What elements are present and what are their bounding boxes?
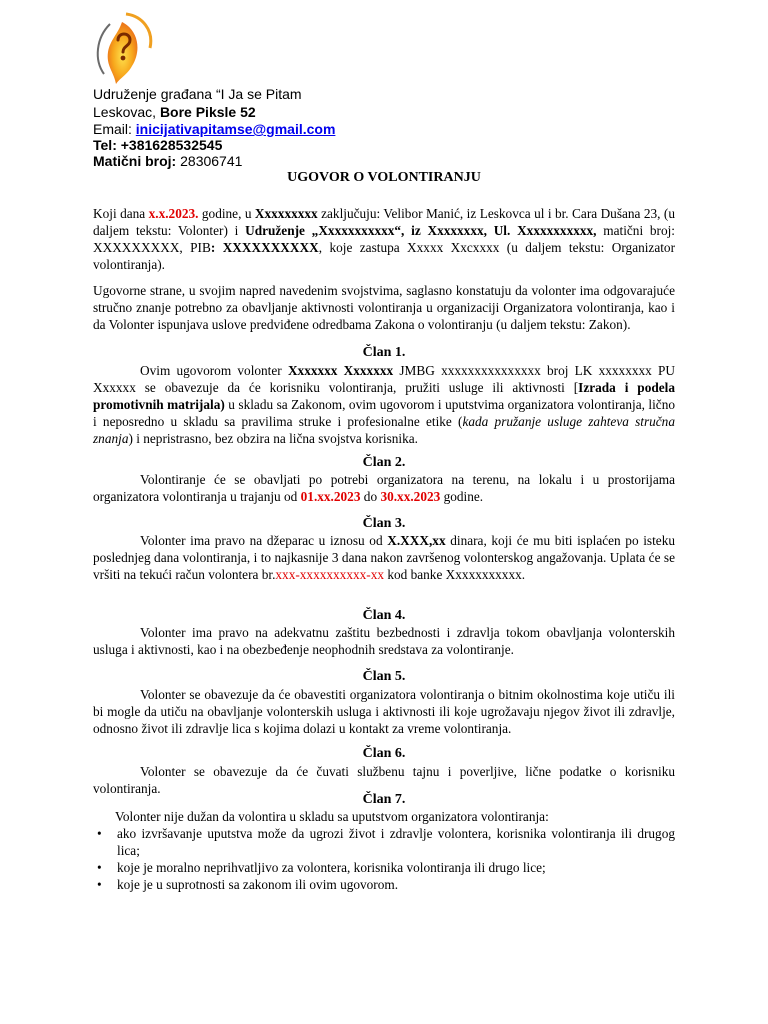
- article-4-heading: Član 4.: [362, 608, 406, 623]
- organization-logo-icon: [92, 12, 158, 88]
- article-7-heading: Član 7.: [362, 792, 406, 807]
- volunteer-name: Xxxxxxx Xxxxxxx: [287, 363, 394, 378]
- pib-value: : XXXXXXXXXX: [210, 240, 319, 255]
- phone-text: Tel: +381628532545: [93, 137, 223, 153]
- article-1-heading: Član 1.: [362, 345, 406, 360]
- article-6-text: Volonter se obavezuje da će čuvati službenu tajnu i poverljive, lične podatke o korisniku volontiranja.: [93, 764, 675, 796]
- article-2-text: Volontiranje će se obavljati po potrebi organizatora na terenu, na lokalu i u prostorijama organizatora volontiranja u trajanju od 01.xx.2023 do 30.xx.2023 godine.: [93, 472, 675, 504]
- email-link[interactable]: inicijativapitamse@gmail.com: [135, 121, 336, 137]
- article-5-heading: Član 5.: [362, 669, 406, 684]
- contract-date: x.x.2023.: [148, 206, 199, 221]
- activity-description: Izrada i podela promotivnih matrijala): [93, 380, 675, 412]
- article-4-text: Volonter ima pravo na adekvatnu zaštitu bezbednosti i zdravlja tokom obavljanja volonterskih usluga i aktivnosti, kao i na obezbeđenje neophodnih sredstava za volontiranje.: [93, 625, 675, 657]
- article-6-heading: Član 6.: [362, 746, 406, 761]
- article-5-text: Volonter se obavezuje da će obavestiti organizatora volontiranja o bitnim okolnostima koje utiču ili bi mogle da utiču na obavljanje volonterskih usluga i aktivnosti ili koje ugrožavaju njegov život ili zdravlje, odnosno život ili zdravlje lica s kojima dolazi u kontakt za vreme volontiranja.: [93, 687, 675, 736]
- end-date: 30.xx.2023: [380, 489, 441, 504]
- org-registration-number: [93, 153, 242, 170]
- bank-account: xxx-xxxxxxxxxx-xx: [275, 567, 384, 582]
- article-3-text: Volonter ima pravo na džeparac u iznosu od X.XXX,xx dinara, koji će mu biti isplaćen po isteku poslednjeg dana volontiranja, i to najkasnije 3 dana nakon završenog volonterskog angažovanja. Uplata će se vršiti na tekući račun volontera br.xxx-xxxxxxxxxx-xx kod banke Xxxxxxxxxxx.: [93, 533, 675, 582]
- org-phone: [93, 137, 222, 154]
- article-7-text: [93, 808, 675, 893]
- document-title: UGOVOR O VOLONTIRANJU: [287, 170, 481, 185]
- article-7-intro: Volonter nije dužan da volontira u skladu sa uputstvom organizatora volontiranja:: [115, 809, 549, 824]
- org-name: Udruženje građana “I Ja se Pitam: [93, 86, 302, 102]
- allowance-amount: X.XXX,xx: [387, 533, 446, 548]
- parties-paragraph: Ugovorne strane, u svojim napred navedenim svojstvima, saglasno konstatuju da volonter ima odgovarajuće stručno znanje potrebno za obavljanje aktivnosti volontiranja u organizaciji Organizatora volontiranja, kao i da Volonter ispunjava uslove predviđene odredbama Zakona o volontiranju (u daljem tekstu: Zakon).: [93, 283, 675, 332]
- list-item: • koje je u suprotnosti sa zakonom ili ovim ugovorom.: [93, 876, 675, 893]
- organization-name: Udruženje „Xxxxxxxxxxx“, iz Xxxxxxxx, Ul. Xxxxxxxxxxx,: [245, 223, 597, 238]
- article-3-heading: Član 3.: [362, 516, 406, 531]
- org-city: Leskovac,: [93, 104, 160, 120]
- org-email: [93, 121, 335, 138]
- mb-value: 28306741: [176, 153, 243, 169]
- article-1-text: Ovim ugovorom volonter Xxxxxxx Xxxxxxx JMBG xxxxxxxxxxxxxxx broj LK xxxxxxxx PU Xxxxxx se obavezuje da će korisniku volontiranja, pružiti usluge ili aktivnosti [Izrada i podela promotivnih matrijala) u skladu sa Zakonom, ovim ugovorom i uputstvima organizatora volontiranja, lično i neposredno u skladu sa pravilima struke i profesionalne etike (kada pružanje usluge zahteva stručna znanja) i nepristrasno, bez obzira na lična svojstva korisnika.: [93, 363, 676, 446]
- org-address: [93, 104, 256, 121]
- intro-paragraph: Koji dana x.x.2023. godine, u Xxxxxxxxx zaključuju: Velibor Manić, iz Leskovca ul i br. Cara Dušana 23, (u daljem tekstu: Volonter) i Udruženje „Xxxxxxxxxxx“, iz Xxxxxxxx, Ul. Xxxxxxxxxxx, matični broj: XXXXXXXXX, PIB: XXXXXXXXXX, koje zastupa Xxxxx Xxcxxxx (u daljem tekstu: Organizator volontiranja).: [93, 206, 676, 272]
- start-date: 01.xx.2023: [300, 489, 361, 504]
- list-item: • koje je moralno neprihvatljivo za volontera, korisnika volontiranja ili drugo lice;: [93, 859, 675, 876]
- org-street: Bore Piksle 52: [159, 104, 256, 120]
- list-item: • ako izvršavanje uputstva može da ugrozi život i zdravlje volontera, korisnika volontiranja ili drugog lica;: [93, 825, 675, 859]
- email-label: Email:: [93, 121, 136, 137]
- article-2-heading: Član 2.: [362, 455, 406, 470]
- article-7-list: [93, 825, 675, 893]
- contract-place: Xxxxxxxxx: [254, 206, 318, 221]
- mb-label: Matični broj:: [93, 153, 177, 169]
